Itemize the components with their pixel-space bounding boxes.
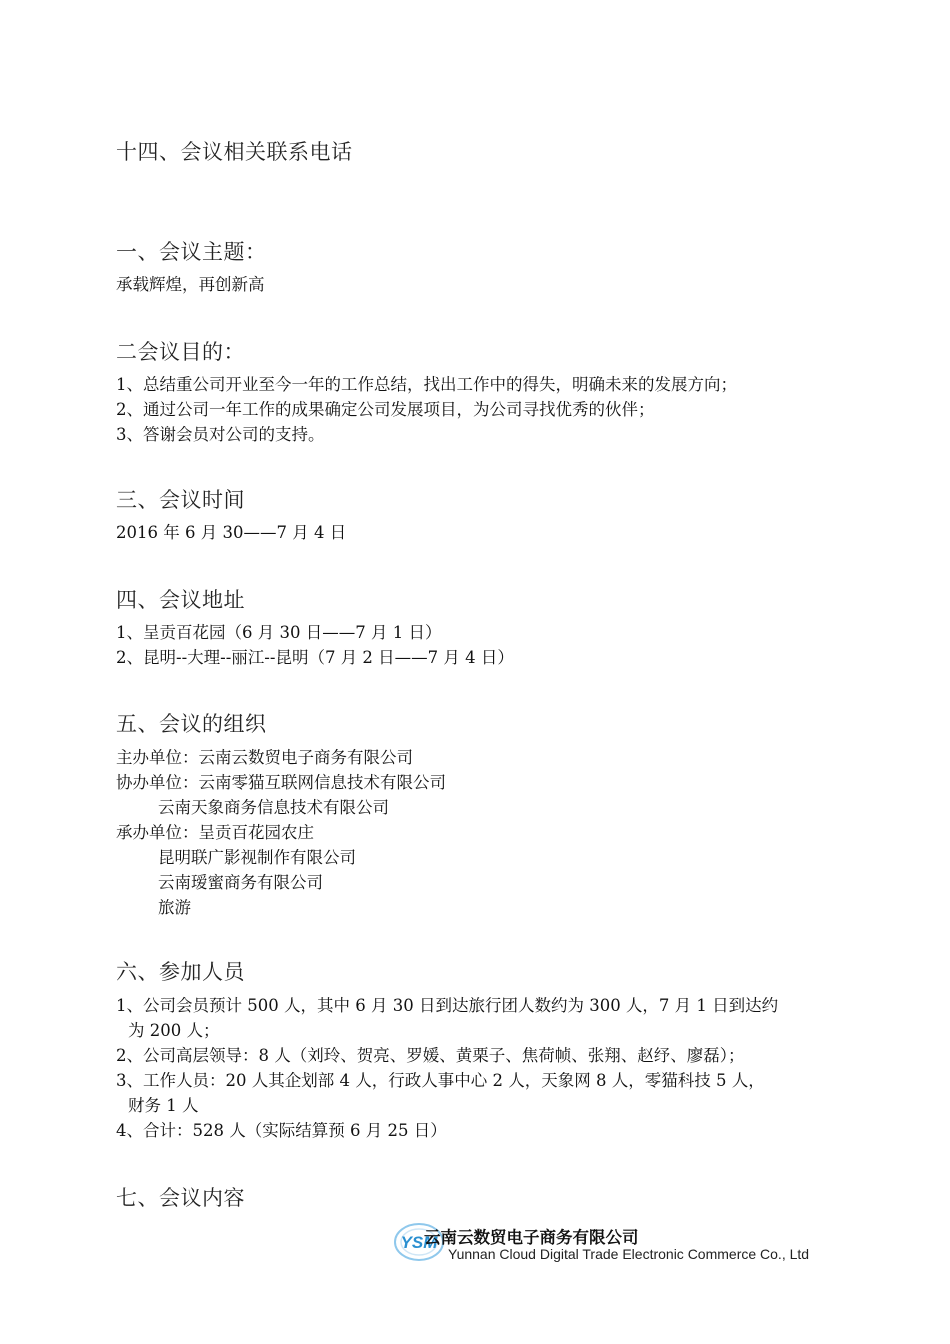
section-2-item: 1、总结重公司开业至今一年的工作总结，找出工作中的得失，明确未来的发展方向； [116,375,737,394]
footer-company-en: Yunnan Cloud Digital Trade Electronic Commerce Co., Ltd [448,1246,810,1262]
undertaker-line: 旅游 [158,898,191,917]
logo-lettering: YSM [400,1233,438,1252]
attendee-line: 3、工作人员：20 人其企划部 4 人，行政人事中心 2 人，天象网 8 人，零猫科技 5 人， [116,1071,765,1090]
section-4-item: 2、昆明--大理--丽江--昆明（7 月 2 日——7 月 4 日） [116,648,514,667]
section-5-heading: 五、会议的组织 [116,712,267,736]
section-3-heading: 三、会议时间 [116,488,245,512]
section-4-item: 1、呈贡百花园（6 月 30 日——7 月 1 日） [116,623,442,642]
section-6-heading: 六、参加人员 [116,960,245,984]
undertaker-line: 云南瑷蜜商务有限公司 [158,873,323,892]
section-2-item: 3、答谢会员对公司的支持。 [116,425,325,444]
attendee-line: 为 200 人； [128,1021,220,1040]
section-1-body: 承载辉煌，再创新高 [116,275,265,294]
undertaker-line: 昆明联广影视制作有限公司 [158,848,356,867]
co-organizer-line: 协办单位：云南零猫互联网信息技术有限公司 [116,773,446,792]
section-4-heading: 四、会议地址 [116,588,245,612]
section-2-heading: 二会议目的： [116,340,245,364]
attendee-line: 4、合计：528 人（实际结算预 6 月 25 日） [116,1121,447,1140]
attendee-line: 1、公司会员预计 500 人，其中 6 月 30 日到达旅行团人数约为 300 人，7 月 1 日到达约 [116,996,779,1015]
undertaker-line: 承办单位：呈贡百花园农庄 [116,823,314,842]
section-2-item: 2、通过公司一年工作的成果确定公司发展项目，为公司寻找优秀的伙伴； [116,400,655,419]
footer-company-cn: 云南云数贸电子商务有限公司 [424,1228,639,1247]
section-3-body: 2016 年 6 月 30——7 月 4 日 [116,523,347,542]
section-1-heading: 一、会议主题： [116,240,267,264]
section-14-heading: 十四、会议相关联系电话 [116,140,353,164]
attendee-line: 2、公司高层领导：8 人（刘玲、贺亮、罗媛、黄栗子、焦荷帧、张翔、赵纾、廖磊）； [116,1046,745,1065]
organizer-line: 主办单位：云南云数贸电子商务有限公司 [116,748,413,767]
section-7-heading: 七、会议内容 [116,1186,245,1210]
attendee-line: 财务 1 人 [128,1096,199,1115]
co-organizer-line: 云南天象商务信息技术有限公司 [158,798,389,817]
